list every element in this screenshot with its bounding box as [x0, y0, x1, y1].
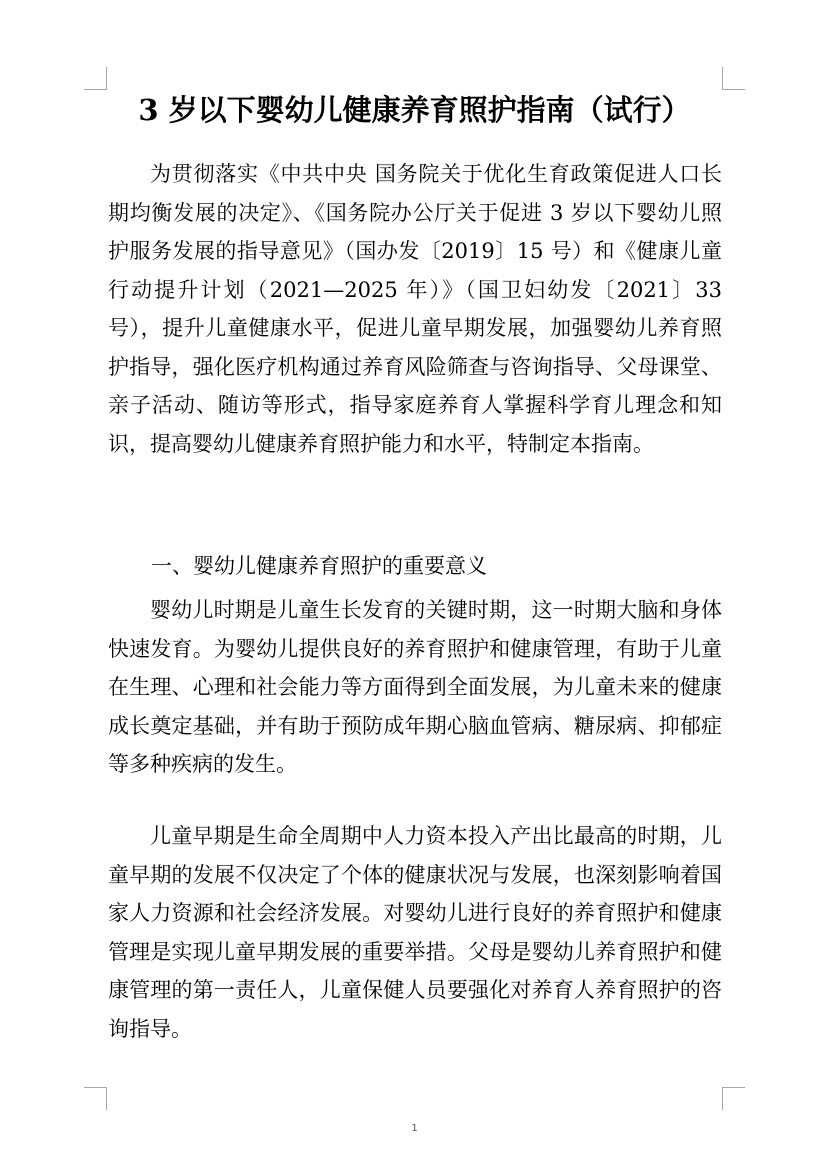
crop-mark-top-left	[84, 67, 107, 90]
section-heading: 一、婴幼儿健康养育照护的重要意义	[151, 554, 487, 578]
page-number: 1	[411, 1123, 418, 1134]
crop-mark-top-right	[722, 67, 745, 90]
crop-mark-bottom-right	[722, 1087, 745, 1110]
section-paragraph-2: 儿童早期是生命全周期中人力资本投入产出比最高的时期，儿童早期的发展不仅决定了个体的健康状况与发展，也深刻影响着国家人力资源和社会经济发展。对婴幼儿进行良好的养育照护和健康管理是实现儿童早期发展的重要举措。父母是婴幼儿养育照护和健康管理的第一责任人，儿童保健人员要强化对养育人养育照护的咨询指导。	[108, 824, 722, 1041]
section-paragraph-1: 婴幼儿时期是儿童生长发育的关键时期，这一时期大脑和身体快速发育。为婴幼儿提供良好的养育照护和健康管理，有助于儿童在生理、心理和社会能力等方面得到全面发展，为儿童未来的健康成长奠定基础，并有助于预防成年期心脑血管病、糖尿病、抑郁症等多种疾病的发生。	[108, 598, 722, 776]
crop-mark-bottom-left	[84, 1087, 107, 1110]
document-title: 3 岁以下婴幼儿健康养育照护指南（试行）	[138, 93, 691, 127]
intro-paragraph: 为贯彻落实《中共中央 国务院关于优化生育政策促进人口长期均衡发展的决定》、《国务院办公厅关于促进 3 岁以下婴幼儿照护服务发展的指导意见》（国办发〔2019〕15 号）和《健康儿童行动提升计划（2021—2025 年）》（国卫妇幼发〔2021〕33 号），提升儿童健康水平，促进儿童早期发展，加强婴幼儿养育照护指导，强化医疗机构通过养育风险筛查与咨询指导、父母课堂、亲子活动、随访等形式，指导家庭养育人掌握科学育儿理念和知识，提高婴幼儿健康养育照护能力和水平，特制定本指南。	[108, 162, 722, 456]
